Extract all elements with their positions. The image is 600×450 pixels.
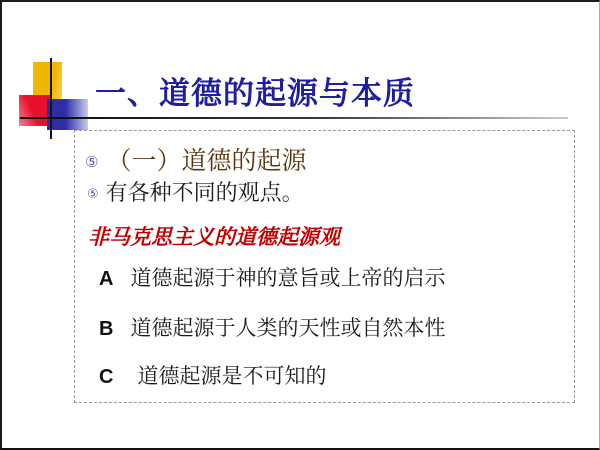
content-box — [74, 130, 575, 403]
subheading: 非马克思主义的道德起源观 — [88, 225, 340, 249]
circled-number-bullet-icon: ⑤ — [85, 153, 99, 171]
option-label: B — [99, 318, 114, 340]
option-item — [99, 360, 326, 390]
option-item — [99, 262, 445, 292]
decor-red-square — [19, 95, 50, 126]
option-text: 道德起源是不可知的 — [137, 364, 327, 388]
option-label: A — [99, 268, 114, 290]
option-label: C — [99, 366, 114, 388]
bullet-text: 有各种不同的观点。 — [105, 180, 304, 205]
decor-vertical-line — [50, 58, 52, 139]
bullet-item — [87, 176, 304, 207]
circled-number-bullet-icon: ⑤ — [87, 187, 99, 202]
bullet-text: （一）道德的起源 — [106, 148, 307, 175]
option-text: 道德起源于人类的天性或自然本性 — [130, 316, 446, 340]
option-text: 道德起源于神的意旨或上帝的启示 — [130, 266, 446, 290]
decor-blue-square — [47, 99, 88, 130]
bullet-item — [85, 141, 306, 177]
title-underline — [20, 117, 568, 119]
option-item — [99, 312, 445, 342]
slide-title: 一、道德的起源与本质 — [95, 76, 415, 111]
